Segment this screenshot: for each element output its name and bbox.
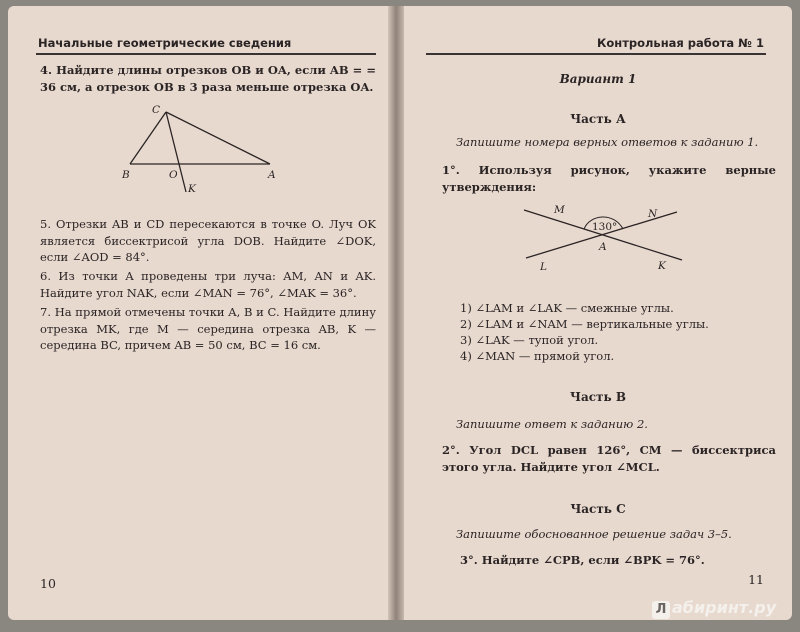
header-rule — [36, 53, 376, 55]
instruction-b: Запишите ответ к заданию 2. — [456, 417, 648, 431]
label-n: N — [648, 208, 658, 220]
part-b-heading: Часть В — [570, 390, 626, 404]
page-number-left: 10 — [40, 576, 56, 591]
problem-7: 7. На прямой отмечены точки A, B и C. Найдите длину отрезка MK, где M — середина отрезка AB, K — середина BC, причем AB = 50 см, BC = 16 см. — [40, 305, 376, 352]
part-c-heading: Часть С — [570, 502, 626, 516]
label-o: O — [169, 169, 178, 181]
page-number-right: 11 — [748, 572, 764, 587]
label-b: B — [122, 169, 130, 181]
option-2: 2) ∠LAM и ∠NAM — вертикальные углы. — [460, 317, 709, 331]
part-a-heading: Часть А — [570, 112, 626, 126]
running-header-right: Контрольная работа № 1 — [596, 36, 764, 50]
label-c: C — [152, 104, 161, 116]
segment-ca — [166, 112, 270, 164]
label-k: K — [658, 260, 666, 272]
instruction-c: Запишите обоснованное решение задач 3–5. — [456, 527, 732, 541]
question-3: 3°. Найдите ∠CPB, если ∠BPK = 76°. — [460, 553, 705, 567]
labirint-logo-icon: Л — [652, 601, 670, 619]
angle-value: 130° — [592, 221, 618, 233]
option-1: 1) ∠LAM и ∠LAK — смежные углы. — [460, 301, 674, 315]
instruction-a: Запишите номера верных ответов к заданию 1. — [456, 135, 759, 149]
label-l: L — [540, 261, 547, 273]
problem-4: 4. Найдите длины отрезков OB и OA, если AB = = 36 см, а отрезок OB в 3 раза меньше отрезка OA. — [40, 63, 376, 94]
option-3: 3) ∠LAK — тупой угол. — [460, 333, 599, 347]
option-4: 4) ∠MAN — прямой угол. — [460, 349, 615, 363]
watermark-logo — [652, 598, 776, 619]
label-m: M — [554, 204, 565, 216]
triangle-figure — [108, 100, 288, 200]
label-k: K — [188, 183, 196, 195]
problem-5: 5. Отрезки AB и CD пересекаются в точке O. Луч OK является биссектрисой угла DOB. Найдите ∠DOK, если ∠AOD = 84°. — [40, 217, 376, 264]
problem-6: 6. Из точки A проведены три луча: AM, AN и AK. Найдите угол NAK, если ∠MAN = 76°, ∠MAK = 36°. — [40, 269, 376, 300]
right-page — [404, 6, 792, 620]
angle-figure — [512, 200, 712, 280]
question-2: 2°. Угол DCL равен 126°, CM — биссектриса этого угла. Найдите угол ∠MCL. — [442, 443, 776, 474]
segment-cb — [130, 112, 166, 164]
running-header-left: Начальные геометрические сведения — [38, 36, 292, 50]
variant-title: Вариант 1 — [559, 72, 637, 86]
label-a: A — [599, 241, 607, 253]
question-1: 1°. Используя рисунок, укажите верные утверждения: — [442, 163, 776, 194]
watermark-text: абиринт.ру — [672, 598, 777, 617]
header-rule — [426, 53, 766, 55]
label-a: A — [268, 169, 276, 181]
left-page — [8, 6, 390, 620]
